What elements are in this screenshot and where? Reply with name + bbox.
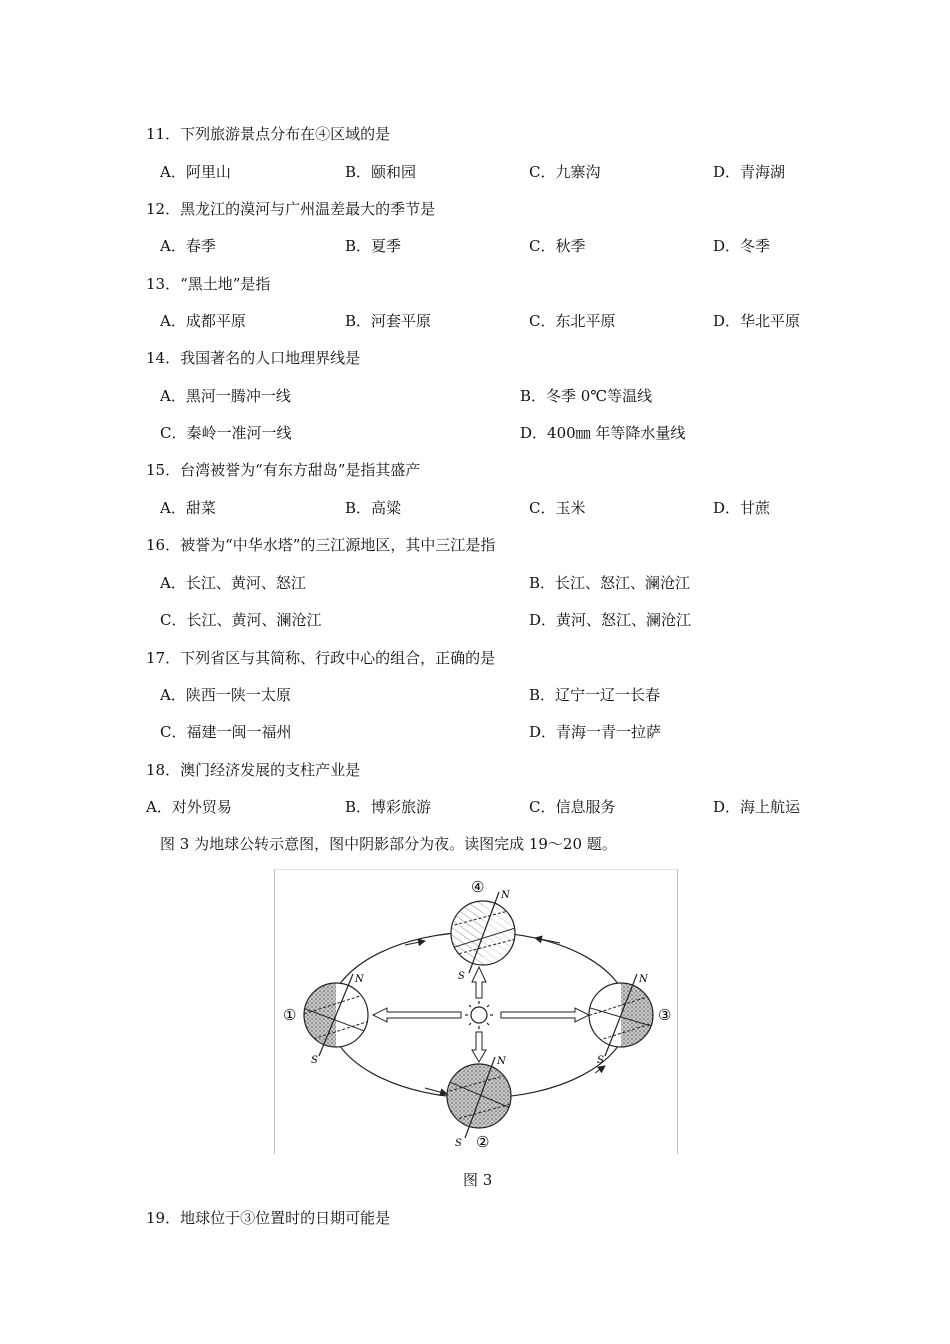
q15-option-d: D．甘蔗 (713, 499, 771, 517)
q11-option-a: A．阿里山 (160, 163, 231, 181)
q11-option-c: C．九寨沟 (529, 163, 601, 181)
q13-option-d: D．华北平原 (713, 312, 801, 330)
q12-option-c: C．秋季 (529, 237, 586, 255)
figure-intro-text: 图 3 为地球公转示意图，图中阴影部分为夜。读图完成 19～20 题。 (160, 835, 617, 853)
q14-option-a: A．黑河一腾冲一线 (160, 387, 291, 405)
question-18-stem: 18．澳门经济发展的支柱产业是 (146, 761, 361, 779)
q18-option-c: C．信息服务 (529, 798, 616, 816)
svg-text:S: S (597, 1055, 604, 1066)
q13-option-b: B．河套平原 (345, 312, 432, 330)
label-pos2: ② (476, 1133, 490, 1151)
svg-text:N: N (501, 890, 510, 901)
svg-text:S: S (458, 971, 465, 982)
q18-option-a: A．对外贸易 (146, 798, 232, 816)
q16-option-c: C．长江、黄河、澜沧江 (160, 611, 322, 629)
label-pos1: ① (283, 1006, 297, 1024)
question-16-stem: 16．被誉为“中华水塔”的三江源地区，其中三江是指 (146, 536, 496, 554)
question-19-stem: 19．地球位于③位置时的日期可能是 (146, 1209, 391, 1227)
label-pos3: ③ (658, 1006, 672, 1024)
q12-option-b: B．夏季 (345, 237, 402, 255)
earth-position-1 (285, 974, 385, 1056)
earth-revolution-diagram (275, 870, 677, 1154)
earth-position-2 (435, 1057, 525, 1138)
q17-option-a: A．陕西一陕一太原 (160, 686, 291, 704)
q15-option-c: C．玉米 (529, 499, 586, 517)
svg-text:N: N (355, 974, 364, 985)
q17-option-b: B．辽宁一辽一长春 (529, 686, 661, 704)
q16-option-d: D．黄河、怒江、澜沧江 (529, 611, 692, 629)
label-pos4: ④ (471, 878, 485, 896)
q15-option-b: B．高粱 (345, 499, 402, 517)
q11-option-d: D．青海湖 (713, 163, 786, 181)
q12-option-d: D．冬季 (713, 237, 771, 255)
question-11-stem: 11．下列旅游景点分布在④区域的是 (146, 125, 391, 143)
q14-option-b: B．冬季 0℃等温线 (520, 387, 653, 405)
question-15-stem: 15．台湾被誉为“有东方甜岛”是指其盛产 (146, 461, 421, 479)
question-14-stem: 14．我国著名的人口地理界线是 (146, 349, 361, 367)
q13-option-a: A．成都平原 (160, 312, 246, 330)
q15-option-a: A．甜菜 (160, 499, 216, 517)
q14-option-d: D．400㎜ 年等降水量线 (520, 424, 686, 442)
q17-option-c: C．福建一闽一福州 (160, 723, 292, 741)
q13-option-c: C．东北平原 (529, 312, 616, 330)
figure-caption: 图 3 (463, 1171, 493, 1189)
question-13-stem: 13．“黑土地”是指 (146, 275, 271, 293)
svg-text:N: N (639, 974, 648, 985)
q17-option-d: D．青海一青一拉萨 (529, 723, 662, 741)
svg-text:S: S (311, 1055, 318, 1066)
sun-icon (465, 1001, 493, 1029)
q18-option-d: D．海上航运 (713, 798, 801, 816)
q18-option-b: B．博彩旅游 (345, 798, 432, 816)
svg-text:N: N (497, 1056, 506, 1067)
q11-option-b: B．颐和园 (345, 163, 417, 181)
svg-text:S: S (455, 1138, 462, 1149)
earth-position-4 (435, 892, 531, 973)
q16-option-a: A．长江、黄河、怒江 (160, 574, 306, 592)
question-12-stem: 12．黑龙江的漠河与广州温差最大的季节是 (146, 200, 436, 218)
question-17-stem: 17．下列省区与其简称、行政中心的组合，正确的是 (146, 649, 496, 667)
q14-option-c: C．秦岭一准河一线 (160, 424, 292, 442)
q12-option-a: A．春季 (160, 237, 216, 255)
earth-revolution-figure (274, 869, 678, 1154)
q16-option-b: B．长江、怒江、澜沧江 (529, 574, 691, 592)
